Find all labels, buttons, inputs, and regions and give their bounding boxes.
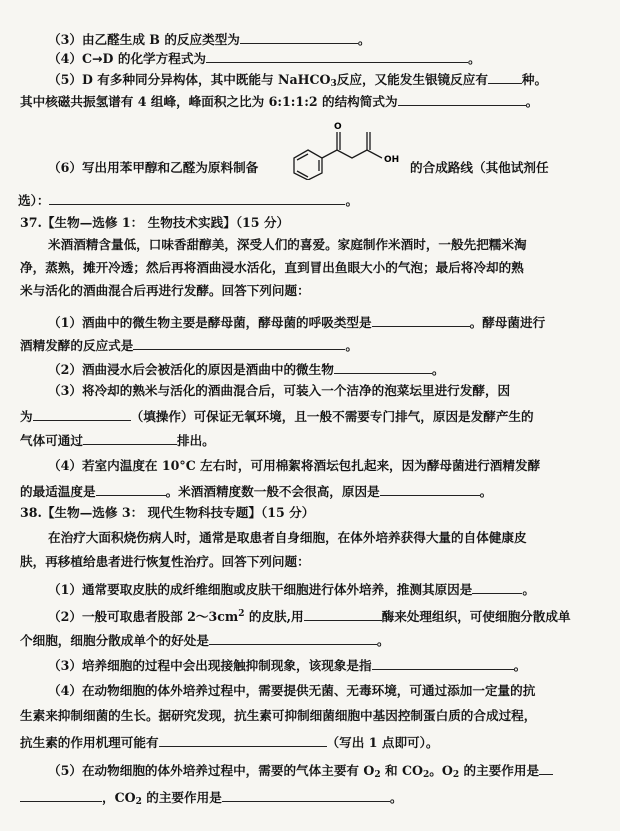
q36-p4-text: （4）C [48, 51, 92, 66]
q37-intro-line: 净，蒸熟，摊开冷透；然后再将酒曲浸水活化，直到冒出鱼眼大小的气泡；最后将冷却的熟 [20, 260, 524, 275]
q38-p4-line1: （4）在动物细胞的体外培养过程中，需要提供无菌、无毒环境，可通过添加一定量的抗 [48, 683, 536, 698]
answer-blank[interactable] [372, 313, 470, 327]
answer-blank[interactable] [20, 788, 102, 802]
q38-title: 38.【生物—选修 3： 现代生物科技专题】（15 分） [20, 505, 315, 520]
q38-p5-line1: （5）在动物细胞的体外培养过程中，需要的气体主要有 $O_2$ 和 $CO_2$。$O_2$ 的主要作用是 [48, 761, 553, 783]
q37-title: 37.【生物—选修 1： 生物技术实践】（15 分） [20, 215, 290, 230]
answer-blank[interactable] [83, 431, 177, 445]
q38-p2-line1: （2）一般可取患者股部 $2\sim 3cm^2$ 的皮肤,用 酶来处理组织，可使细胞分散成单 [48, 609, 571, 624]
answer-blank[interactable] [133, 336, 345, 350]
answer-blank[interactable] [334, 360, 432, 374]
target-molecule-structure [282, 118, 412, 180]
q38-p5-line2: ，$CO_2$ 的主要作用是 。 [20, 788, 402, 810]
q36-p6-line2: 选）： 。 [18, 193, 359, 208]
q37-intro-line: 米与活化的酒曲混合后再进行发酵。回答下列问题： [20, 283, 310, 298]
q37-p3-line3: 气体可通过 排出。 [20, 433, 215, 448]
q36-p3-text: （3）由乙醛生成 B 的反应类型为 [48, 32, 240, 47]
q37-p4-line1: （4）若室内温度在 10°C 左右时，可用棉絮将酒坛包扎起来，因为酵母菌进行酒精发酵 [48, 458, 541, 473]
answer-blank[interactable] [304, 607, 382, 621]
answer-blank[interactable] [372, 656, 514, 670]
answer-blank[interactable] [49, 191, 345, 205]
q38-intro-line: 肤，再移植给患者进行恢复性治疗。回答下列问题： [20, 554, 310, 569]
answer-blank[interactable] [96, 482, 166, 496]
q37-intro-line: 米酒酒精含量低，口味香甜醇美，深受人们的喜爱。家庭制作米酒时，一般先把糯米淘 [48, 237, 527, 252]
q36-p4: （4）C→D 的化学方程式为 。 [48, 51, 481, 66]
q36-p6-line1: （6）写出用苯甲醇和乙醛为原料制备 [48, 160, 259, 175]
q38-p1: （1）通常要取皮肤的成纤维细胞或皮肤干细胞进行体外培养，推测其原因是 。 [48, 582, 535, 597]
answer-blank[interactable] [33, 407, 131, 421]
q36-p6-line1b: 的合成路线（其他试剂任 [410, 160, 549, 175]
answer-blank[interactable] [206, 49, 468, 63]
q36-p5-line1: （5）D 有多种同分异构体，其中既能与 NaHCO$_3$反应，又能发生银镜反应有 种。 [48, 72, 548, 89]
answer-blank[interactable] [398, 92, 526, 106]
q38-p4-line3: 抗生素的作用机理可能有 （写出 1 点即可）。 [20, 735, 439, 750]
answer-blank[interactable] [159, 733, 327, 747]
q38-intro-line: 在治疗大面积烧伤病人时，通常是取患者自身细胞，在体外培养获得大量的自体健康皮 [48, 530, 527, 545]
answer-blank[interactable] [539, 761, 553, 775]
q37-p1-line2: 酒精发酵的反应式是 。 [20, 338, 358, 353]
answer-blank[interactable] [240, 30, 358, 44]
answer-blank[interactable] [222, 788, 390, 802]
q36-p5-line2: 其中核磁共振氢谱有 4 组峰，峰面积之比为 6:1:1:2 的结构简式为 。 [20, 94, 539, 109]
answer-blank[interactable] [380, 482, 480, 496]
q37-p4-line2: 的最适温度是 。米酒酒精度数一般不会很高，原因是 。 [20, 484, 493, 499]
q37-p3-line1: （3）将冷却的熟米与活化的酒曲混合后，可装入一个洁净的泡菜坛里进行发酵，因 [48, 383, 511, 398]
answer-blank[interactable] [488, 70, 522, 84]
q38-p4-line2: 生素来抑制细菌的生长。据研究发现，抗生素可抑制细菌细胞中基因控制蛋白质的合成过程， [20, 708, 537, 723]
q36-p3: （3）由乙醛生成 B 的反应类型为 。 [48, 32, 371, 47]
q37-p2: （2）酒曲浸水后会被活化的原因是酒曲中的微生物 。 [48, 362, 445, 377]
hydroxyl-label: OH [384, 155, 400, 165]
oxygen-label: O [334, 122, 342, 132]
q38-p2-line2: 个细胞，细胞分散成单个的好处是 。 [20, 633, 390, 648]
q37-p3-line2: 为 （填操作）可保证无氧环境，且一般不需要专门排气，原因是发酵产生的 [20, 409, 534, 424]
answer-blank[interactable] [472, 580, 522, 594]
answer-blank[interactable] [209, 631, 377, 645]
q38-p3: （3）培养细胞的过程中会出现接触抑制现象，该现象是指 。 [48, 658, 527, 673]
q37-p1-line1: （1）酒曲中的微生物主要是酵母菌，酵母菌的呼吸类型是 。酵母菌进行 [48, 315, 546, 330]
arrow-icon: → [91, 51, 103, 66]
